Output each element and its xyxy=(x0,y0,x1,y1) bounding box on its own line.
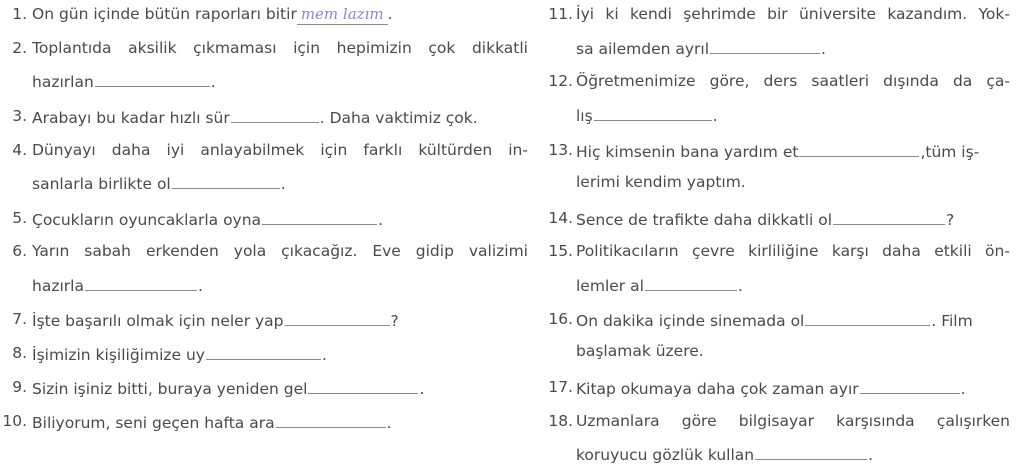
item-text: sa ailemden ayrıl xyxy=(576,40,710,58)
item-13-line-2 xyxy=(540,172,1010,192)
word: da xyxy=(952,72,973,90)
item-text: hazırla xyxy=(32,277,84,295)
item-text-end: . Daha vaktimiz çok. xyxy=(319,109,478,127)
item-text: lerimi kendim yaptım. xyxy=(576,173,746,191)
item-text-end: . xyxy=(419,380,425,398)
item-text: koruyucu gözlük kullan xyxy=(576,446,755,464)
answer-blank[interactable]: mem lazım xyxy=(297,4,388,25)
answer-blank[interactable] xyxy=(645,274,737,291)
item-number: 15. xyxy=(548,242,573,260)
item-text: İşte başarılı olmak için neler yap xyxy=(32,312,284,330)
item-number: 13. xyxy=(548,141,573,159)
word: çevre xyxy=(691,242,735,260)
word: kendi xyxy=(629,5,672,23)
word: daha xyxy=(882,242,921,260)
item-6-line-2 xyxy=(0,274,528,294)
item-11-line-1 xyxy=(540,4,1010,24)
word: ön- xyxy=(985,242,1010,260)
word: İyi xyxy=(576,5,595,23)
item-number: 18. xyxy=(548,412,573,430)
item-number: 3. xyxy=(12,107,27,125)
item-number: 12. xyxy=(548,72,573,90)
item-text: başlamak üzere. xyxy=(576,342,704,360)
word: çalışırken xyxy=(936,412,1010,430)
word: aksilik xyxy=(128,39,177,57)
answer-blank[interactable] xyxy=(308,377,418,394)
answer-blank[interactable] xyxy=(276,411,386,428)
word: in- xyxy=(508,141,528,159)
item-text-end: . xyxy=(960,380,966,398)
item-12-line-2 xyxy=(540,104,1010,124)
word: üniversite xyxy=(798,5,877,23)
word: anlayabilmek xyxy=(200,141,305,159)
word: iyi xyxy=(166,141,185,159)
item-number: 4. xyxy=(12,141,27,159)
item-4-line-1 xyxy=(0,140,528,160)
item-text-end: . Film xyxy=(931,312,973,330)
item-text: On dakika içinde sinemada ol xyxy=(576,312,805,330)
answer-blank[interactable] xyxy=(95,70,210,87)
word: göre xyxy=(681,412,717,430)
item-text: Sizin işiniz bitti, buraya yeniden gel xyxy=(32,380,308,398)
item-text: Arabayı bu kadar hızlı sür xyxy=(32,109,230,127)
answer-blank[interactable] xyxy=(710,37,820,54)
item-number: 16. xyxy=(548,310,573,328)
word: dikkatli xyxy=(471,39,528,57)
item-number: 7. xyxy=(12,310,27,328)
item-text-end: . xyxy=(197,277,203,295)
item-text-end: ? xyxy=(390,312,399,330)
word: Politikacıların xyxy=(576,242,679,260)
item-text: lış xyxy=(576,107,593,125)
item-text-end: . xyxy=(387,5,393,23)
answer-blank[interactable] xyxy=(799,140,919,157)
word: ders xyxy=(763,72,798,90)
word: çıkacağız. xyxy=(281,242,358,260)
item-8 xyxy=(0,343,528,363)
item-number: 11. xyxy=(548,5,573,23)
item-text-end: . xyxy=(378,211,383,229)
item-3 xyxy=(0,106,528,126)
word: Öğretmenimize xyxy=(576,72,696,90)
item-text: Kitap okumaya daha çok zaman ayır xyxy=(576,380,859,398)
item-11-line-2 xyxy=(540,37,1010,57)
word: ça- xyxy=(986,72,1010,90)
item-10 xyxy=(0,411,528,431)
answer-blank[interactable] xyxy=(262,208,377,225)
item-text: sanlarla birlikte ol xyxy=(32,175,171,193)
word: için xyxy=(293,39,321,57)
item-5 xyxy=(0,208,528,228)
item-12-line-1 xyxy=(540,71,1010,91)
word: yola xyxy=(233,242,267,260)
item-number: 17. xyxy=(548,378,573,396)
item-4-line-2 xyxy=(0,172,528,192)
item-number: 8. xyxy=(12,344,27,362)
item-text-end: . xyxy=(210,73,216,91)
item-6-line-1 xyxy=(0,241,528,261)
answer-blank[interactable] xyxy=(206,343,321,360)
item-text-end: . xyxy=(821,40,826,58)
item-7 xyxy=(0,309,528,329)
item-text-end: . xyxy=(280,175,286,193)
answer-blank[interactable] xyxy=(805,309,930,326)
item-text-end: . xyxy=(321,346,327,364)
word: etkili xyxy=(934,242,972,260)
item-text-end: . xyxy=(386,414,392,432)
item-17 xyxy=(540,377,1010,397)
item-9 xyxy=(0,377,528,397)
item-14 xyxy=(540,208,1010,228)
item-2-line-1 xyxy=(0,38,528,58)
word: çok xyxy=(428,39,456,57)
word: şehrimde xyxy=(683,5,756,23)
item-16-line-2 xyxy=(540,341,1010,361)
item-text-end: . xyxy=(868,446,874,464)
item-13-line-1 xyxy=(540,140,1010,160)
word: erkenden xyxy=(145,242,219,260)
item-text: lemler al xyxy=(576,277,644,295)
word: göre, xyxy=(709,72,750,90)
item-text-end: . xyxy=(712,107,718,125)
item-text-end: . xyxy=(737,277,743,295)
word: kazandım. xyxy=(887,5,968,23)
item-text: hazırlan xyxy=(32,73,94,91)
word: kirliliğine xyxy=(748,242,819,260)
word: ki xyxy=(605,5,619,23)
answer-blank[interactable] xyxy=(860,377,960,394)
item-number: 14. xyxy=(548,209,573,227)
item-number: 2. xyxy=(12,39,27,57)
item-2-line-2 xyxy=(0,70,528,90)
answer-blank[interactable] xyxy=(172,172,280,189)
item-16-line-1 xyxy=(540,309,1010,329)
answer-blank[interactable] xyxy=(85,274,197,291)
word: Uzmanlara xyxy=(576,412,660,430)
item-text-end: ,tüm iş- xyxy=(920,143,980,161)
answer-blank[interactable] xyxy=(594,104,712,121)
item-text: Çocukların oyuncaklarla oyna xyxy=(32,211,262,229)
word: Yarın xyxy=(32,242,70,260)
word: farklı xyxy=(363,141,403,159)
item-18-line-2 xyxy=(540,443,1010,463)
word: Dünyayı xyxy=(32,141,96,159)
item-text: Biliyorum, seni geçen hafta ara xyxy=(32,414,275,432)
word: dışında xyxy=(883,72,939,90)
word: Yok- xyxy=(978,5,1010,23)
answer-blank[interactable] xyxy=(755,443,867,460)
item-15-line-2 xyxy=(540,274,1010,294)
item-text: Hiç kimsenin bana yardım et xyxy=(576,143,799,161)
word: hepimizin xyxy=(336,39,412,57)
item-15-line-1 xyxy=(540,241,1010,261)
item-text: İşimizin kişiliğimize uy xyxy=(32,346,205,364)
item-text: On gün içinde bütün raporları bitir xyxy=(32,5,297,23)
word: bir xyxy=(767,5,788,23)
item-number: 1. xyxy=(12,5,27,23)
answer-blank[interactable] xyxy=(231,106,319,123)
item-text: Sence de trafikte daha dikkatli ol xyxy=(576,211,833,229)
word: karşı xyxy=(831,242,869,260)
word: karşısında xyxy=(836,412,915,430)
word: valizimi xyxy=(468,242,528,260)
word: bilgisayar xyxy=(738,412,814,430)
word: saatleri xyxy=(811,72,870,90)
answer-blank[interactable] xyxy=(285,309,390,326)
word: daha xyxy=(111,141,151,159)
word: çıkmaması xyxy=(193,39,277,57)
word: gidip xyxy=(415,242,454,260)
item-18-line-1 xyxy=(540,411,1010,431)
word: sabah xyxy=(84,242,132,260)
word: kültürden xyxy=(418,141,493,159)
item-1 xyxy=(0,4,528,24)
word: için xyxy=(320,141,348,159)
item-text-end: ? xyxy=(946,211,955,229)
word: Eve xyxy=(372,242,401,260)
item-number: 10. xyxy=(2,412,27,430)
item-number: 9. xyxy=(12,378,27,396)
word: Toplantıda xyxy=(32,39,112,57)
item-number: 5. xyxy=(12,209,27,227)
answer-blank[interactable] xyxy=(833,208,945,225)
item-number: 6. xyxy=(12,242,27,260)
